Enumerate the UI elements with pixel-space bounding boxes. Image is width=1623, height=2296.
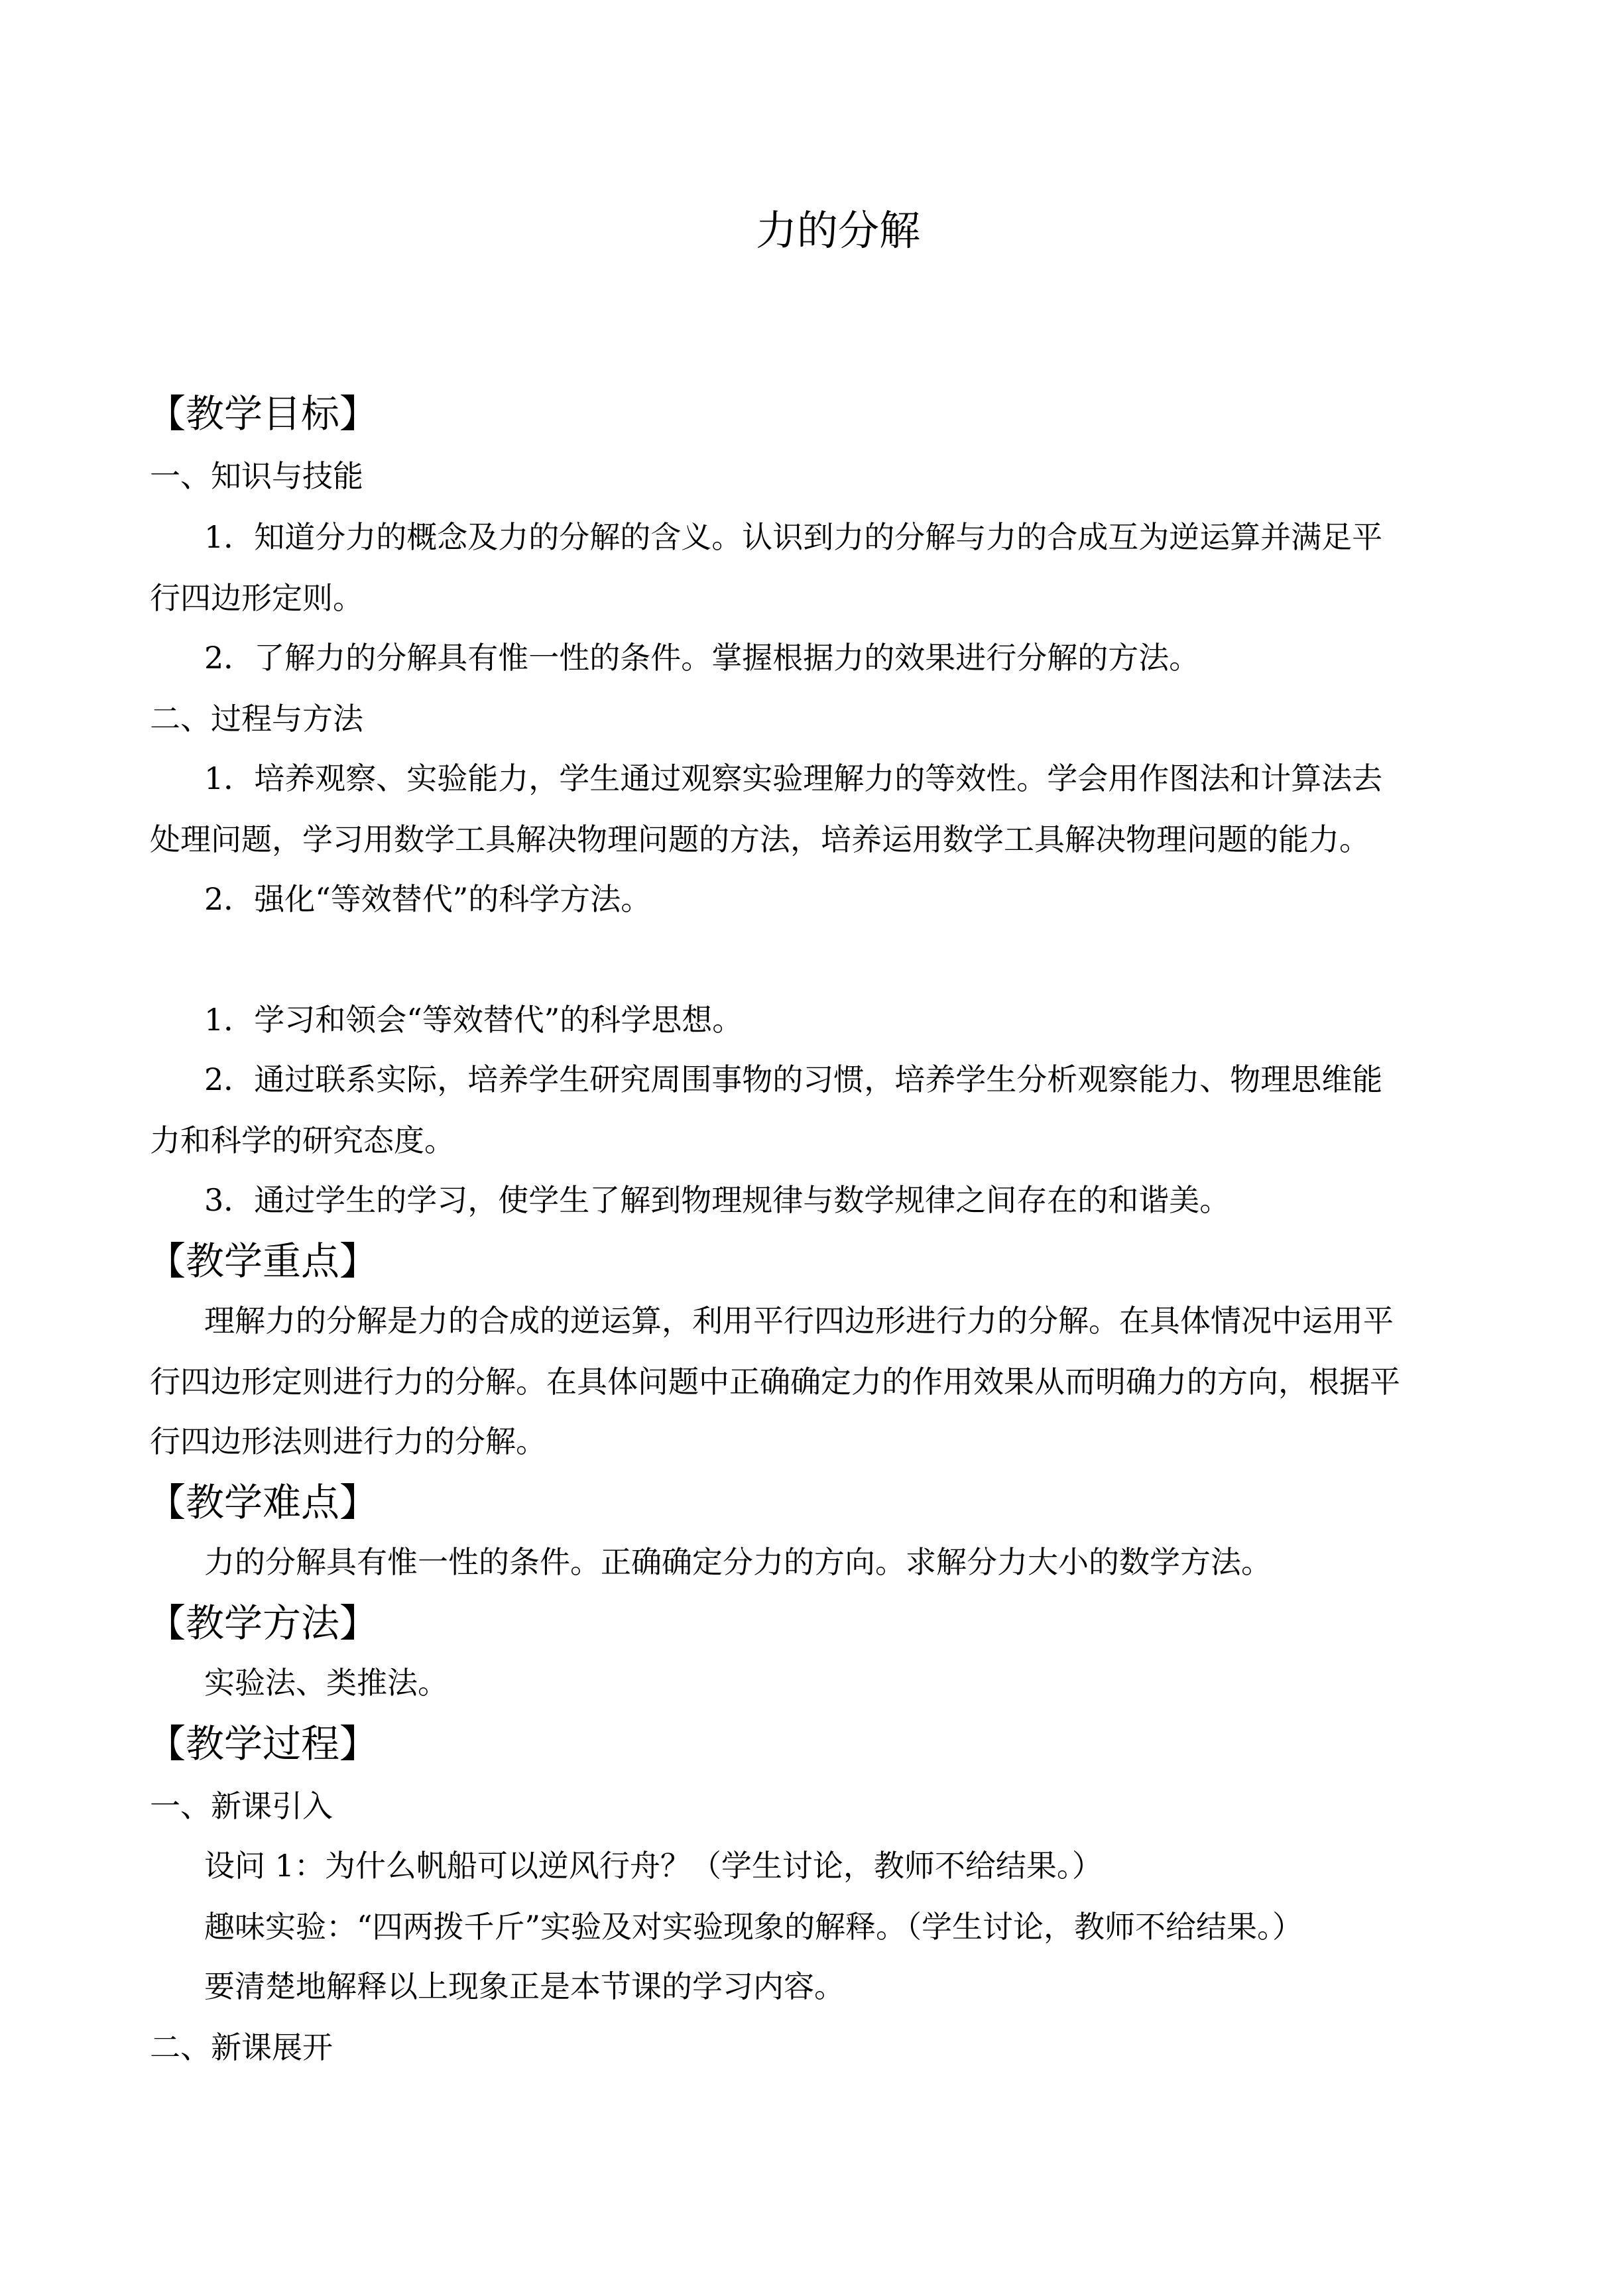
goal-attitude-item-1: 1．学习和领会“等效替代”的科学思想。 [204, 1002, 743, 1038]
key-points-line-2: 行四边形定则进行力的分解。在具体问题中正确确定力的作用效果从而明确力的方向，根据平 [150, 1364, 1400, 1400]
intro-note: 要清楚地解释以上现象正是本节课的学习内容。 [204, 1968, 845, 2004]
goal-attitude-item-3: 3．通过学生的学习，使学生了解到物理规律与数学规律之间存在的和谐美。 [204, 1182, 1231, 1218]
goal-process-item-2: 2．强化“等效替代”的科学方法。 [204, 881, 652, 917]
section-heading-key-points: 【教学重点】 [147, 1239, 379, 1284]
goal-knowledge-item-1-line-2: 行四边形定则。 [150, 580, 363, 616]
subheading-new-lesson-intro: 一、新课引入 [150, 1788, 333, 1824]
section-heading-teaching-goals: 【教学目标】 [147, 391, 379, 436]
intro-question-1: 设问 1：为什么帆船可以逆风行舟？（学生讨论，教师不给结果。） [204, 1848, 1103, 1884]
difficulties-line-1: 力的分解具有惟一性的条件。正确确定分力的方向。求解分力大小的数学方法。 [204, 1544, 1272, 1580]
key-points-line-1: 理解力的分解是力的合成的逆运算，利用平行四边形进行力的分解。在具体情况中运用平 [204, 1303, 1394, 1339]
methods-line-1: 实验法、类推法。 [204, 1665, 448, 1701]
goal-process-item-1-line-2: 处理问题，学习用数学工具解决物理问题的方法，培养运用数学工具解决物理问题的能力。 [150, 821, 1370, 857]
page-title: 力的分解 [756, 206, 921, 255]
goal-attitude-item-2-line-1: 2．通过联系实际，培养学生研究周围事物的习惯，培养学生分析观察能力、物理思维能 [204, 1061, 1383, 1097]
section-heading-process: 【教学过程】 [147, 1721, 379, 1766]
section-heading-difficulties: 【教学难点】 [147, 1480, 379, 1525]
goal-knowledge-item-2: 2．了解力的分解具有惟一性的条件。掌握根据力的效果进行分解的方法。 [204, 640, 1200, 676]
intro-fun-experiment: 趣味实验：“四两拨千斤”实验及对实验现象的解释。（学生讨论，教师不给结果。） [204, 1909, 1303, 1945]
subheading-knowledge-skills: 一、知识与技能 [150, 458, 363, 494]
goal-knowledge-item-1-line-1: 1．知道分力的概念及力的分解的含义。认识到力的分解与力的合成互为逆运算并满足平 [204, 519, 1383, 555]
subheading-process-methods: 二、过程与方法 [150, 701, 363, 737]
key-points-line-3: 行四边形法则进行力的分解。 [150, 1423, 546, 1459]
subheading-new-lesson-develop: 二、新课展开 [150, 2029, 333, 2065]
section-heading-methods: 【教学方法】 [147, 1601, 379, 1646]
goal-attitude-item-2-line-2: 力和科学的研究态度。 [150, 1122, 455, 1158]
goal-process-item-1-line-1: 1．培养观察、实验能力，学生通过观察实验理解力的等效性。学会用作图法和计算法去 [204, 760, 1383, 796]
